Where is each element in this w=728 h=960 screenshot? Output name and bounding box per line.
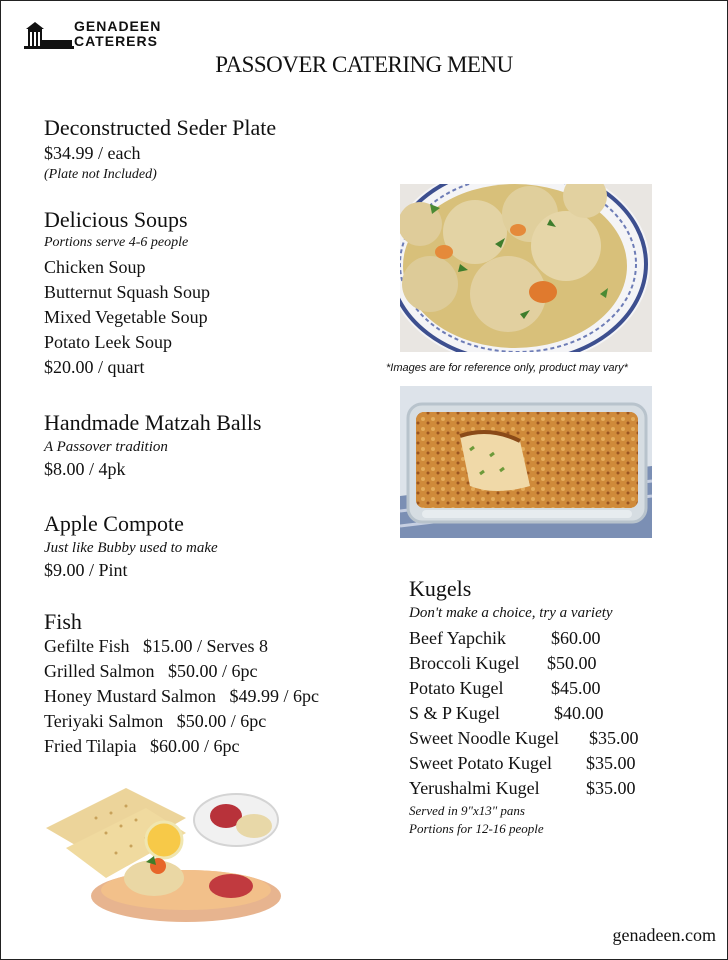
gefilte-fish-photo (36, 778, 284, 930)
fish-item (44, 634, 268, 659)
fish-price: $50.00 / 6pc (168, 661, 258, 681)
brand-name-line1: GENADEEN (74, 18, 162, 34)
kugel-name: Yerushalmi Kugel (409, 778, 540, 798)
kugels-heading: Kugels (409, 576, 472, 601)
fish-price: $60.00 / 6pc (150, 736, 240, 756)
kugel-name: S & P Kugel (409, 703, 500, 723)
soup-item: Chicken Soup (44, 257, 146, 277)
image-disclaimer: *Images are for reference only, product may vary* (386, 362, 628, 374)
fish-name: Fried Tilapia (44, 736, 137, 756)
kugel-price: $50.00 (547, 653, 597, 673)
kugels-footnote-portions: Portions for 12-16 people (409, 821, 544, 836)
compote-heading: Apple Compote (44, 511, 184, 536)
matzah-note: A Passover tradition (44, 439, 168, 455)
gefilte-fish-illustration (36, 778, 284, 930)
building-logo-icon (22, 20, 74, 50)
kugel-price: $35.00 (589, 728, 639, 748)
fish-price: $15.00 / Serves 8 (143, 636, 268, 656)
kugel-price: $35.00 (586, 753, 636, 773)
website-link[interactable]: genadeen.com (612, 925, 716, 945)
kugel-price: $60.00 (551, 628, 601, 648)
seder-note: (Plate not Included) (44, 167, 157, 182)
soup-photo (400, 184, 652, 352)
kugels-note: Don't make a choice, try a variety (409, 605, 613, 621)
fish-name: Grilled Salmon (44, 661, 155, 681)
compote-price: $9.00 / Pint (44, 560, 128, 580)
kugel-name: Potato Kugel (409, 678, 504, 698)
fish-price: $49.99 / 6pc (229, 686, 319, 706)
kugel-photo (400, 386, 652, 538)
soup-item: Mixed Vegetable Soup (44, 307, 208, 327)
brand-name-line2: CATERERS (74, 33, 158, 49)
seder-price: $34.99 / each (44, 143, 141, 163)
matzah-price: $8.00 / 4pk (44, 459, 126, 479)
seder-heading: Deconstructed Seder Plate (44, 115, 277, 140)
fish-item (44, 684, 319, 709)
soup-bowl-illustration (400, 184, 652, 352)
kugel-name: Beef Yapchik (409, 628, 506, 648)
kugel-price: $40.00 (554, 703, 604, 723)
fish-name: Teriyaki Salmon (44, 711, 164, 731)
fish-heading: Fish (44, 609, 82, 634)
fish-item (44, 734, 240, 759)
kugel-name: Sweet Potato Kugel (409, 753, 552, 773)
matzah-heading: Handmade Matzah Balls (44, 410, 262, 435)
page-title: PASSOVER CATERING MENU (215, 52, 513, 77)
kugel-dish-illustration (400, 386, 652, 538)
kugel-price: $35.00 (586, 778, 636, 798)
soups-price: $20.00 / quart (44, 357, 145, 377)
soup-item: Butternut Squash Soup (44, 282, 211, 302)
kugels-footnote-pans: Served in 9"x13" pans (409, 803, 525, 818)
kugel-name: Broccoli Kugel (409, 653, 520, 673)
fish-name: Gefilte Fish (44, 636, 130, 656)
soups-heading: Delicious Soups (44, 207, 188, 232)
compote-note: Just like Bubby used to make (44, 540, 218, 556)
kugel-price: $45.00 (551, 678, 601, 698)
fish-item (44, 659, 258, 684)
soups-note: Portions serve 4-6 people (44, 235, 189, 250)
fish-price: $50.00 / 6pc (176, 711, 267, 731)
fish-name: Honey Mustard Salmon (44, 686, 216, 706)
kugel-name: Sweet Noodle Kugel (409, 728, 559, 748)
soup-item: Potato Leek Soup (44, 332, 172, 352)
fish-item (44, 709, 266, 734)
